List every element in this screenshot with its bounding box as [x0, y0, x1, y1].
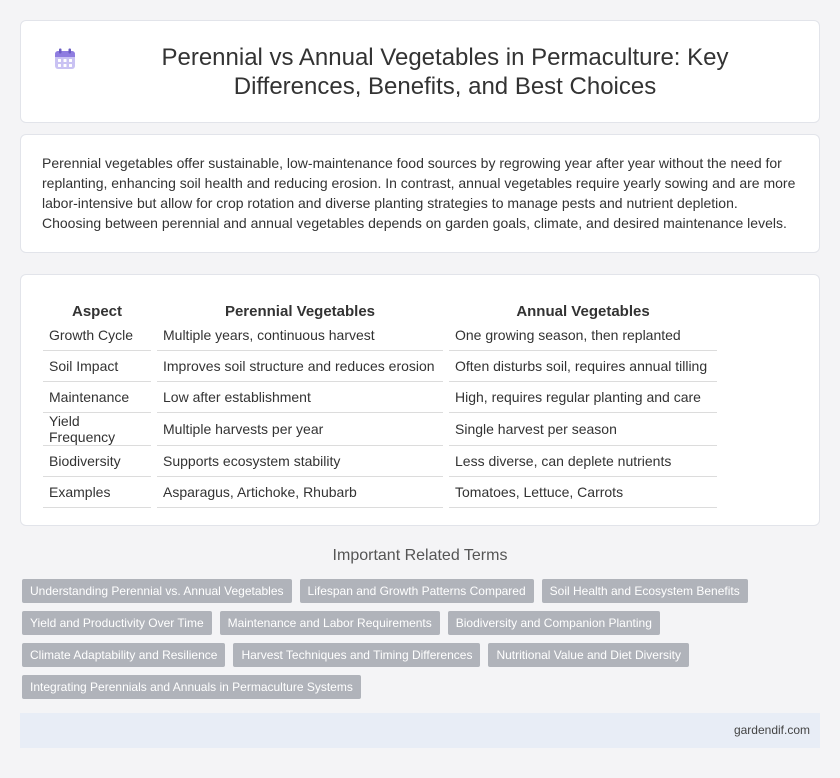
table-row [43, 382, 717, 413]
related-terms-list [22, 579, 812, 699]
intro-card [20, 134, 820, 253]
header-annual: Annual Vegetables [516, 303, 650, 320]
related-term-link[interactable]: Climate Adaptability and Resilience [22, 643, 225, 667]
comparison-table [43, 296, 717, 508]
related-term-link[interactable]: Biodiversity and Companion Planting [448, 611, 660, 635]
footer-site-link[interactable]: gardendif.com [733, 723, 810, 737]
table-header-row [43, 296, 717, 320]
table-row [43, 320, 717, 351]
table-cell: One growing season, then replanted [449, 320, 717, 351]
table-row [43, 446, 717, 477]
page-title: Perennial vs Annual Vegetables in Permaculture: Key Differences, Benefits, and Best Choices [161, 44, 729, 100]
related-terms-heading: Important Related Terms [332, 547, 508, 564]
table-cell: Maintenance [43, 382, 151, 413]
related-term-link[interactable]: Nutritional Value and Diet Diversity [488, 643, 689, 667]
table-cell: Asparagus, Artichoke, Rhubarb [157, 477, 443, 508]
table-cell: Yield Frequency [43, 413, 151, 446]
table-cell: Often disturbs soil, requires annual tilling [449, 351, 717, 382]
related-term-link[interactable]: Yield and Productivity Over Time [22, 611, 212, 635]
related-term-link[interactable]: Maintenance and Labor Requirements [220, 611, 440, 635]
table-cell: Examples [43, 477, 151, 508]
table-cell: Growth Cycle [43, 320, 151, 351]
related-term-link[interactable]: Integrating Perennials and Annuals in Permaculture Systems [22, 675, 361, 699]
related-term-link[interactable]: Understanding Perennial vs. Annual Vegetables [22, 579, 292, 603]
table-cell: Low after establishment [157, 382, 443, 413]
comparison-table-card [20, 274, 820, 526]
header-perennial: Perennial Vegetables [224, 303, 376, 320]
footer [20, 713, 820, 748]
table-row [43, 351, 717, 382]
table-cell: Improves soil structure and reduces erosion [157, 351, 443, 382]
title-card [20, 20, 820, 123]
intro-paragraph: Perennial vegetables offer sustainable, low-maintenance food sources by regrowing year after year without the need for replanting, enhancing soil health and reducing erosion. In contrast, annual vegetables require yearly sowing and are more labor-intensive but allow for crop rotation and diverse planting strategies to manage pests and nutrient depletion. Choosing between perennial and annual vegetables depends on garden goals, climate, and desired maintenance levels. [42, 155, 796, 231]
table-cell: Biodiversity [43, 446, 151, 477]
table-cell: Single harvest per season [449, 413, 717, 446]
table-cell: Supports ecosystem stability [157, 446, 443, 477]
related-term-link[interactable]: Lifespan and Growth Patterns Compared [300, 579, 534, 603]
table-row [43, 477, 717, 508]
table-cell: Less diverse, can deplete nutrients [449, 446, 717, 477]
table-cell: Multiple harvests per year [157, 413, 443, 446]
table-cell: Multiple years, continuous harvest [157, 320, 443, 351]
table-cell: Soil Impact [43, 351, 151, 382]
table-row [43, 413, 717, 446]
header-aspect: Aspect [71, 303, 123, 320]
table-cell: High, requires regular planting and care [449, 382, 717, 413]
related-term-link[interactable]: Harvest Techniques and Timing Differences [233, 643, 480, 667]
table-cell: Tomatoes, Lettuce, Carrots [449, 477, 717, 508]
related-term-link[interactable]: Soil Health and Ecosystem Benefits [542, 579, 748, 603]
